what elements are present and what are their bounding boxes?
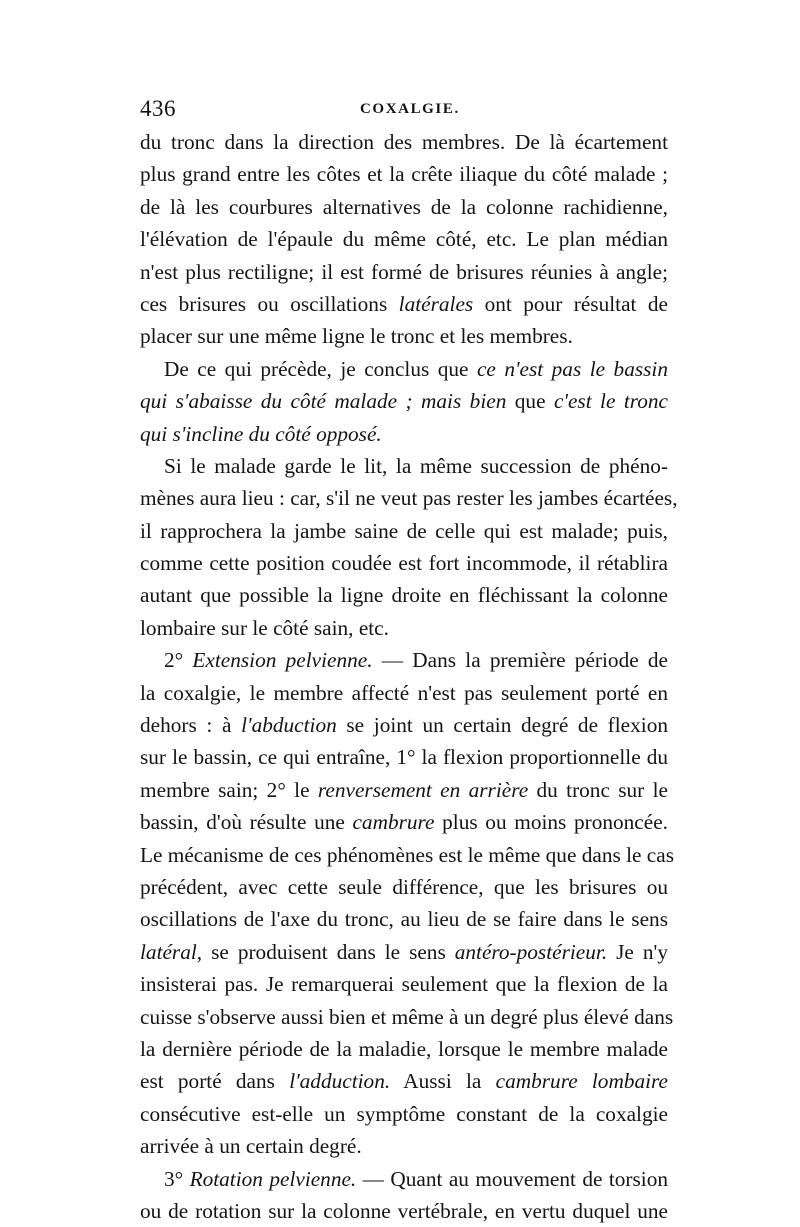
- text-span: dehors : à: [140, 713, 242, 738]
- text-span: n'est plus rectiligne; il est formé de brisures réunies à angle;: [140, 259, 668, 284]
- text-line: [140, 158, 668, 190]
- text-line: [140, 482, 678, 514]
- text-line: [140, 579, 668, 611]
- text-span: précédent, avec cette seule différence, que les brisures ou: [140, 874, 668, 899]
- text-span: ou de rotation sur la colonne vertébrale, en vertu duquel une: [140, 1198, 668, 1223]
- text-line: [140, 126, 668, 158]
- text-span: sur le bassin, ce qui entraîne, 1° la flexion proportionnelle du: [140, 745, 668, 770]
- text-line: [140, 1001, 674, 1033]
- text-line: [140, 774, 668, 806]
- text-span: de là les courbures alternatives de la colonne rachidienne,: [140, 194, 668, 219]
- text-line: [140, 320, 668, 352]
- text-span: plus grand entre les côtes et la crête iliaque du côté malade ;: [140, 162, 668, 187]
- text-span: — Dans la première période de: [372, 648, 668, 673]
- text-line: [140, 385, 668, 417]
- italic-text: antéro-postérieur.: [454, 939, 608, 964]
- text-line: [140, 806, 668, 838]
- text-line: [140, 418, 668, 450]
- text-span: la coxalgie, le membre affecté n'est pas seulement porté en: [140, 680, 668, 705]
- text-line: [140, 709, 668, 741]
- text-span: — Quant au mouvement de torsion: [356, 1166, 668, 1191]
- page-header: [140, 96, 668, 128]
- text-line: [140, 256, 668, 288]
- italic-text: l'abduction: [241, 713, 337, 738]
- text-span: membre sain; 2° le: [140, 777, 318, 802]
- text-span: mènes aura lieu : car, s'il ne veut pas rester les jambes écartées,: [140, 486, 678, 511]
- text-span: lombaire sur le côté sain, etc.: [140, 615, 389, 640]
- text-span: 2°: [164, 648, 193, 673]
- italic-text: latérales: [398, 291, 474, 316]
- body-text: [140, 126, 678, 1227]
- text-span: autant que possible la ligne droite en fléchissant la colonne: [140, 583, 668, 608]
- text-span: oscillations de l'axe du tronc, au lieu de se faire dans le sens: [140, 907, 668, 932]
- text-span: se joint un certain degré de flexion: [336, 713, 668, 738]
- text-span: placer sur une même ligne le tronc et les membres.: [140, 324, 573, 349]
- text-span: Le mécanisme de ces phénomènes est le même que dans le cas: [140, 842, 674, 867]
- text-span: l'élévation de l'épaule du même côté, etc. Le plan médian: [140, 227, 668, 252]
- text-line: [140, 903, 668, 935]
- text-span: ces brisures ou oscillations: [140, 291, 399, 316]
- page-number: 436: [140, 96, 176, 121]
- text-line: [140, 968, 668, 1000]
- text-line: [140, 936, 668, 968]
- italic-text: renversement en arrière: [317, 777, 529, 802]
- text-line: [140, 612, 668, 644]
- italic-text: Rotation pelvienne.: [189, 1166, 357, 1191]
- text-line: [140, 741, 668, 773]
- italic-text: cambrure: [352, 810, 435, 835]
- text-line: [140, 1130, 668, 1162]
- text-span: que: [506, 389, 554, 414]
- text-span: Je n'y: [607, 939, 668, 964]
- text-line: [140, 644, 668, 676]
- text-span: De ce qui précède, je conclus que: [164, 356, 477, 381]
- text-line: [140, 1065, 668, 1097]
- text-span: consécutive est-elle un symptôme constant de la coxalgie: [140, 1101, 668, 1126]
- text-span: arrivée à un certain degré.: [140, 1134, 362, 1159]
- text-line: [140, 515, 668, 547]
- text-line: [140, 677, 668, 709]
- text-span: il rapprochera la jambe saine de celle qui est malade; puis,: [140, 518, 668, 543]
- text-line: [140, 1163, 668, 1195]
- text-line: [140, 191, 668, 223]
- text-span: Si le malade garde le lit, la même succession de phéno-: [164, 453, 668, 478]
- text-line: [140, 1033, 668, 1065]
- text-span: la dernière période de la maladie, lorsque le membre malade: [140, 1036, 668, 1061]
- text-span: 3°: [164, 1166, 190, 1191]
- text-span: du tronc dans la direction des membres. De là écartement: [140, 130, 668, 154]
- text-line: [140, 1098, 668, 1130]
- text-line: [140, 288, 668, 320]
- text-span: comme cette position coudée est fort incommode, il rétablira: [140, 551, 668, 576]
- italic-text: cambrure lombaire: [495, 1069, 668, 1094]
- text-span: cuisse s'observe aussi bien et même à un degré plus élevé dans: [140, 1004, 674, 1029]
- italic-text: c'est le tronc: [553, 389, 668, 414]
- running-head: COXALGIE.: [360, 101, 460, 117]
- text-line: [140, 223, 668, 255]
- text-span: insisterai pas. Je remarquerai seulement que la flexion de la: [140, 972, 668, 997]
- text-line: [140, 547, 668, 579]
- text-line: [140, 871, 668, 903]
- italic-text: qui s'incline du côté opposé.: [140, 421, 382, 446]
- text-span: bassin, d'où résulte une: [140, 810, 353, 835]
- text-span: du tronc sur le: [528, 777, 668, 802]
- text-span: Aussi la: [390, 1069, 496, 1094]
- text-line: [140, 1195, 668, 1227]
- text-line: [140, 353, 668, 385]
- text-span: ont pour résultat de: [473, 291, 668, 316]
- text-line: [140, 839, 674, 871]
- italic-text: qui s'abaisse du côté malade ; mais bien: [140, 389, 507, 414]
- italic-text: latéral: [140, 939, 197, 964]
- italic-text: ce n'est pas le bassin: [476, 356, 668, 381]
- italic-text: Extension pelvienne.: [192, 648, 373, 673]
- text-span: plus ou moins prononcée.: [434, 810, 668, 835]
- text-span: est porté dans: [140, 1069, 290, 1094]
- text-span: , se produisent dans le sens: [196, 939, 455, 964]
- italic-text: l'adduction.: [289, 1069, 391, 1094]
- text-line: [140, 450, 668, 482]
